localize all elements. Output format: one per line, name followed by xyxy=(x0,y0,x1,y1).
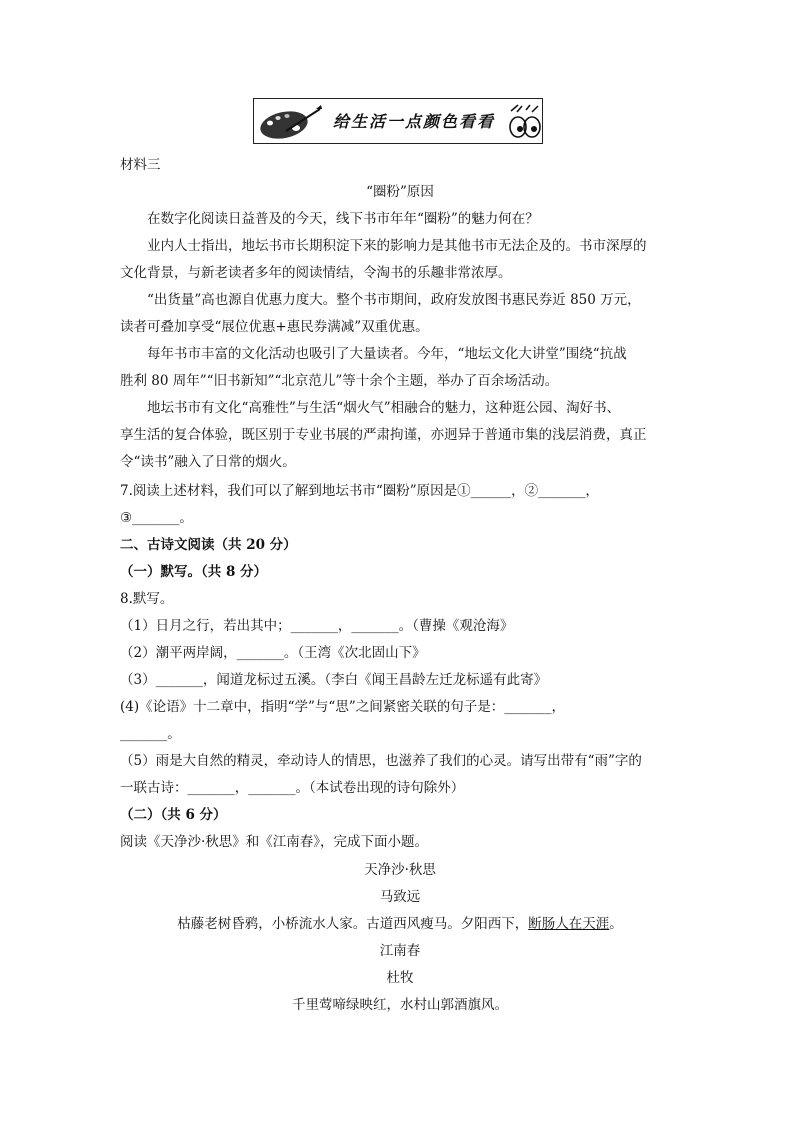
reading-intro: 阅读《天净沙·秋思》和《江南春》，完成下面小题。 xyxy=(120,834,429,850)
material-paragraph: 文化背景，与新老读者多年的阅读情结，令淘书的乐趣非常浓厚。 xyxy=(120,265,512,281)
subsection-heading: （二）（共 6 分） xyxy=(120,807,227,823)
subsection-heading: （一）默写。（共 8 分） xyxy=(120,564,268,580)
question-8-item: 一联古诗：_______，_______。（本试卷出现的诗句除外） xyxy=(120,780,465,796)
material-paragraph: 在数字化阅读日益普及的今天，线下书市年年“圈粉”的魅力何在？ xyxy=(147,211,539,227)
question-7: 7.阅读上述材料，我们可以了解到地坛书市“圈粉”原因是①______，②_______， xyxy=(120,483,599,499)
poem-text-main: 枯藤老树昏鸦，小桥流水人家。古道西风瘦马。夕阳西下， xyxy=(177,916,529,932)
material-title: “圈粉”原因 xyxy=(366,184,434,200)
section-heading: 二、古诗文阅读（共 20 分） xyxy=(120,537,297,553)
poem-title: 天净沙·秋思 xyxy=(364,862,436,878)
material-paragraph: 地坛书市有文化“高雅性”与生活“烟火气”相融合的魅力，这种逛公园、淘好书、 xyxy=(147,400,621,416)
material-paragraph: 业内人士指出，地坛书市长期积淀下来的影响力是其他书市无法企及的。书市深厚的 xyxy=(147,238,647,254)
question-8-item: （2）潮平两岸阔，_______。（王湾《次北固山下》 xyxy=(120,645,426,661)
eyes-icon xyxy=(508,103,542,141)
poem-text: 千里莺啼绿映红，水村山郭酒旗风。 xyxy=(292,997,508,1013)
poem-title: 江南春 xyxy=(379,943,421,959)
question-8-item: （5）雨是大自然的精灵，牵动诗人的情思，也滋养了我们的心灵。请写出带有“雨”字的 xyxy=(120,753,642,769)
poem-text-end: 。 xyxy=(609,916,623,932)
material-paragraph: 读者可叠加享受“展位优惠+惠民券满减”双重优惠。 xyxy=(120,319,429,335)
material-paragraph: 令“读书”融入了日常的烟火。 xyxy=(120,454,296,470)
question-8-item: (4)《论语》十二章中，指明“学”与“思”之间紧密关联的句子是：_______， xyxy=(120,699,565,715)
material-paragraph: “出货量”高也源自优惠力度大。整个书市期间，政府发放图书惠民券近 850 万元， xyxy=(147,292,641,308)
banner-title: 给生活一点颜色看看 xyxy=(332,112,495,131)
question-8-item: （1）日月之行，若出其中；_______，_______。（曹操《观沧海》 xyxy=(120,618,514,634)
poem-author: 杜牧 xyxy=(386,970,414,986)
question-8-item: （3）_______，闻道龙标过五溪。（李白《闻王昌龄左迁龙标遥有此寄》 xyxy=(120,672,548,688)
question-8: 8.默写。 xyxy=(120,591,174,607)
poem-text xyxy=(120,914,680,934)
material-label: 材料三 xyxy=(120,157,161,173)
material-paragraph: 享生活的复合体验，既区别于专业书展的严肃拘谨，亦迥异于普通市集的浅层消费，真正 xyxy=(120,427,647,443)
poem-author: 马致远 xyxy=(379,889,421,905)
material-paragraph: 胜利 80 周年”“旧书新知”“北京范儿”等十余个主题，举办了百余场活动。 xyxy=(120,373,559,389)
material-paragraph: 每年书市丰富的文化活动也吸引了大量读者。今年，“地坛文化大讲堂”围绕“抗战 xyxy=(147,346,627,362)
paint-palette-icon xyxy=(256,101,322,141)
header-banner xyxy=(253,98,543,144)
question-7-cont: ③_______。 xyxy=(120,510,193,526)
question-8-item: _______。 xyxy=(120,726,181,742)
poem-text-underlined: 断肠人在天涯 xyxy=(528,916,610,932)
